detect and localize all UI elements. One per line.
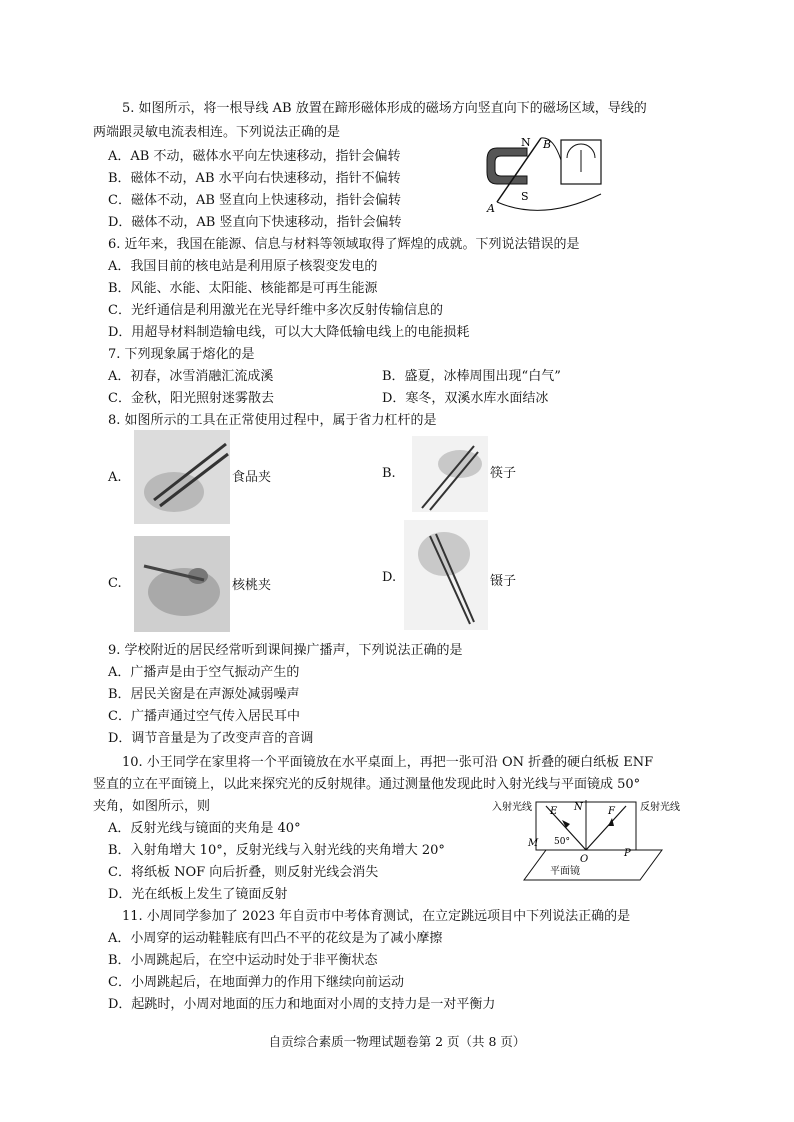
label-e: E [550, 806, 558, 817]
plane-mirror [524, 850, 662, 880]
angle-label: 50° [554, 837, 570, 847]
q5-option-b: B．磁体不动，AB 水平向右快速移动，指针不偏转 [108, 171, 401, 186]
q5-option-c: C．磁体不动，AB 竖直向上快速移动，指针会偏转 [108, 193, 402, 208]
page-footer: 自贡综合素质一物理试题卷第 2 页（共 8 页） [268, 1034, 526, 1049]
q6-option-d: D．用超导材料制造输电线，可以大大降低输电线上的电能损耗 [108, 325, 470, 340]
incident-ray-label: 入射光线 [492, 802, 532, 813]
magnet-label-s: S [521, 190, 529, 203]
q9-option-b: B．居民关窗是在声源处减弱噪声 [108, 687, 300, 702]
chopsticks-photo [412, 436, 488, 512]
reflected-ray-label: 反射光线 [640, 802, 680, 813]
label-p: P [624, 848, 631, 859]
q10-option-b: B．入射角增大 10°，反射光线与入射光线的夹角增大 20° [108, 843, 445, 858]
wire-label-b: B [543, 138, 552, 151]
q10-stem-line3: 夹角，如图所示，则 [93, 799, 211, 814]
q7-option-d: D．寒冬，双溪水库水面结冰 [382, 391, 549, 406]
wire-bottom [497, 194, 601, 210]
q11-option-b: B．小周跳起后，在空中运动时处于非平衡状态 [108, 953, 378, 968]
q8-option-c-caption: 核桃夹 [232, 578, 272, 593]
q5-option-a: A．AB 不动，磁体水平向左快速移动，指针会偏转 [108, 149, 401, 164]
q11-option-a: A．小周穿的运动鞋鞋底有凹凸不平的花纹是为了减小摩擦 [108, 931, 443, 946]
q10-option-c: C．将纸板 NOF 向后折叠，则反射光线会消失 [108, 865, 379, 880]
q9-option-d: D．调节音量是为了改变声音的音调 [108, 731, 314, 746]
q7-option-a: A．初春，冰雪消融汇流成溪 [108, 369, 274, 384]
q8-option-b-caption: 筷子 [490, 466, 517, 481]
q6-option-b: B．风能、水能、太阳能、核能都是可再生能源 [108, 281, 378, 296]
q8-option-c-letter: C. [108, 576, 122, 591]
label-f: F [608, 806, 615, 817]
label-o: O [580, 854, 589, 865]
label-m: M [528, 838, 539, 849]
q10-stem-line2: 竖直的立在平面镜上，以此来探究光的反射规律。通过测量他发现此时入射光线与平面镜成 50° [93, 777, 641, 792]
q10-stem-line1: 10. 小王同学在家里将一个平面镜放在水平桌面上，再把一张可沿 ON 折叠的硬白纸板 ENF [122, 755, 654, 770]
magnet-label-n: N [521, 136, 531, 149]
q5-stem-line2: 两端跟灵敏电流表相连。下列说法正确的是 [93, 125, 341, 140]
q10-option-a: A．反射光线与镜面的夹角是 40° [108, 821, 301, 836]
q7-option-b: B．盛夏，冰棒周围出现“白气” [382, 369, 561, 384]
q8-option-d-letter: D. [382, 570, 397, 585]
q9-option-c: C．广播声通过空气传入居民耳中 [108, 709, 300, 724]
q10-reflection-figure [490, 794, 700, 890]
tweezers-photo [404, 520, 488, 630]
mirror-label: 平面镜 [550, 866, 580, 877]
q9-option-a: A．广播声是由于空气振动产生的 [108, 665, 300, 680]
q5-option-d: D．磁体不动，AB 竖直向下快速移动，指针会偏转 [108, 215, 402, 230]
q8-option-a-letter: A. [108, 470, 122, 485]
q8-option-b-letter: B. [382, 466, 396, 481]
walnut-cracker-photo [134, 536, 230, 632]
q6-option-c: C．光纤通信是利用激光在光导纤维中多次反射传输信息的 [108, 303, 443, 318]
q11-stem: 11. 小周同学参加了 2023 年自贡市中考体育测试，在立定跳远项目中下列说法正确的是 [122, 909, 631, 924]
q10-option-d: D．光在纸板上发生了镜面反射 [108, 887, 288, 902]
q7-option-c: C．金秋，阳光照射迷雾散去 [108, 391, 274, 406]
q8-option-a-caption: 食品夹 [232, 470, 272, 485]
q7-stem: 7. 下列现象属于熔化的是 [108, 347, 255, 362]
q8-stem: 8. 如图所示的工具在正常使用过程中，属于省力杠杆的是 [108, 413, 437, 428]
wire-label-a: A [487, 202, 495, 215]
q9-stem: 9. 学校附近的居民经常听到课间操广播声，下列说法正确的是 [108, 643, 463, 658]
q8-option-d-caption: 镊子 [490, 574, 517, 589]
q11-option-c: C．小周跳起后，在地面弹力的作用下继续向前运动 [108, 975, 404, 990]
q6-option-a: A．我国目前的核电站是利用原子核裂变发电的 [108, 259, 378, 274]
food-tongs-photo [134, 430, 230, 524]
label-n: N [574, 802, 583, 813]
q5-stem-line1: 5. 如图所示，将一根导线 AB 放置在蹄形磁体形成的磁场方向竖直向下的磁场区域，导线的 [122, 101, 647, 116]
q11-option-d: D．起跳时，小周对地面的压力和地面对小周的支持力是一对平衡力 [108, 997, 496, 1012]
q5-magnet-galvanometer-figure [483, 134, 607, 216]
q6-stem: 6. 近年来，我国在能源、信息与材料等领域取得了辉煌的成就。下列说法错误的是 [108, 237, 580, 252]
